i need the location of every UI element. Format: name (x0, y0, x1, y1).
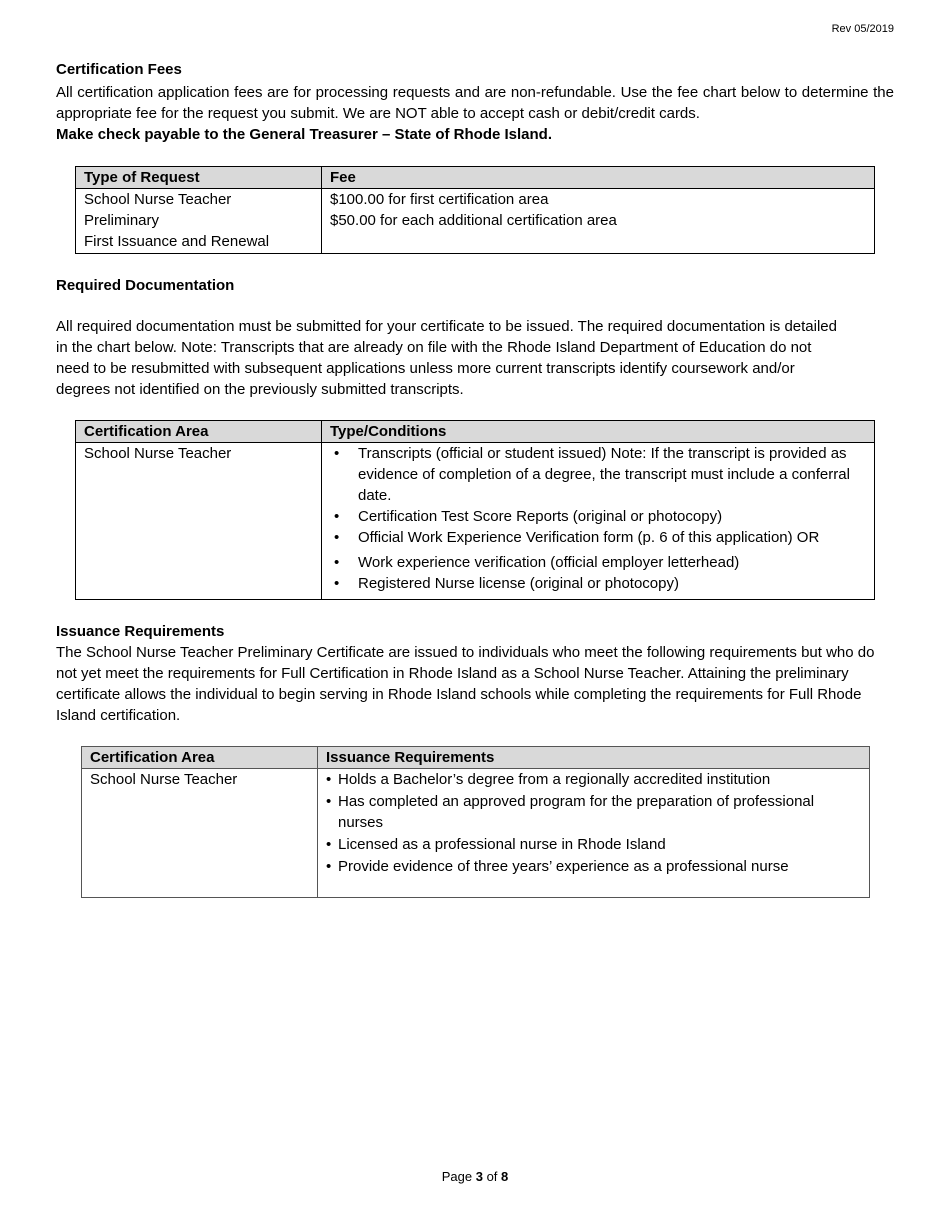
page-current: 3 (475, 1169, 483, 1184)
certification-area-cell: School Nurse Teacher (76, 443, 322, 600)
fee-cell (322, 189, 875, 254)
list-item: • Provide evidence of three years’ experience as a professional nurse (326, 856, 861, 877)
request-type-cell (76, 189, 322, 254)
list-item: • Official Work Experience Verification form (p. 6 of this application) OR (330, 527, 866, 548)
documentation-table (75, 420, 875, 600)
fee-table-header-fee: Fee (322, 167, 875, 189)
revision-label: Rev 05/2019 (831, 23, 894, 35)
certification-area-cell: School Nurse Teacher (82, 769, 318, 898)
fee-table-header-request: Type of Request (76, 167, 322, 189)
request-line: Preliminary (84, 212, 160, 230)
request-line: School Nurse Teacher (84, 191, 232, 209)
documentation-table-header-conditions: Type/Conditions (322, 421, 875, 443)
page-of: of (486, 1169, 498, 1184)
conditions-list (330, 443, 866, 594)
documentation-paragraph: All required documentation must be submitted for your certificate to be issued. The required documentation is detailed in the chart below. Note: Transcripts that are already on file with the Rhode Island Department of Education do not need to be resubmitted with subsequent applications unless more current transcripts identify coursework and/or degrees not identified on the previously submitted transcripts. (56, 318, 837, 398)
fee-line: $50.00 for each additional certification area (330, 212, 617, 230)
fee-table (75, 166, 875, 254)
list-item: • Registered Nurse license (original or photocopy) (330, 573, 866, 594)
fees-paragraph: All certification application fees are for processing requests and are non-refundable. Use the fee chart below to determine the appropriate fee for the request you submit. We are NOT able to accept cash or debit/credit cards. (56, 84, 894, 122)
requirements-cell (318, 769, 870, 898)
list-item: • Holds a Bachelor’s degree from a regionally accredited institution (326, 769, 861, 790)
list-item: • Has completed an approved program for the preparation of professional nurses (326, 791, 861, 833)
documentation-table-header-row (76, 421, 875, 443)
page-prefix: Page (441, 1169, 473, 1184)
page-total: 8 (501, 1169, 509, 1184)
requirements-list (326, 769, 861, 877)
fee-line: $100.00 for first certification area (330, 191, 549, 209)
list-item: • Certification Test Score Reports (original or photocopy) (330, 506, 866, 527)
issuance-table (81, 746, 870, 898)
list-item: • Transcripts (official or student issued) Note: If the transcript is provided as evidence of completion of a degree, the transcript must include a conferral date. (330, 443, 866, 506)
fees-section-title: Certification Fees (56, 61, 182, 78)
table-row (76, 189, 875, 254)
list-item: • Licensed as a professional nurse in Rhode Island (326, 834, 861, 855)
issuance-table-header-requirements: Issuance Requirements (318, 747, 870, 769)
issuance-table-header-row (82, 747, 870, 769)
documentation-section-title: Required Documentation (56, 277, 235, 294)
issuance-section-title: Issuance Requirements (56, 623, 225, 640)
check-payable-note: Make check payable to the General Treasurer – State of Rhode Island. (56, 126, 553, 143)
issuance-paragraph: The School Nurse Teacher Preliminary Certificate are issued to individuals who meet the following requirements but who do not yet meet the requirements for Full Certification in Rhode Island as a School Nurse Teacher. Attaining the preliminary certificate allows the individual to begin serving in Rhode Island schools while completing the requirements for Full Rhode Island certification. (56, 644, 875, 724)
table-row (82, 769, 870, 898)
table-row (76, 443, 875, 600)
page-number (0, 1169, 950, 1185)
fee-table-header-row (76, 167, 875, 189)
request-line: First Issuance and Renewal (84, 233, 270, 251)
conditions-cell (322, 443, 875, 600)
list-item: • Work experience verification (official employer letterhead) (330, 552, 866, 573)
issuance-table-header-area: Certification Area (82, 747, 318, 769)
documentation-table-header-area: Certification Area (76, 421, 322, 443)
